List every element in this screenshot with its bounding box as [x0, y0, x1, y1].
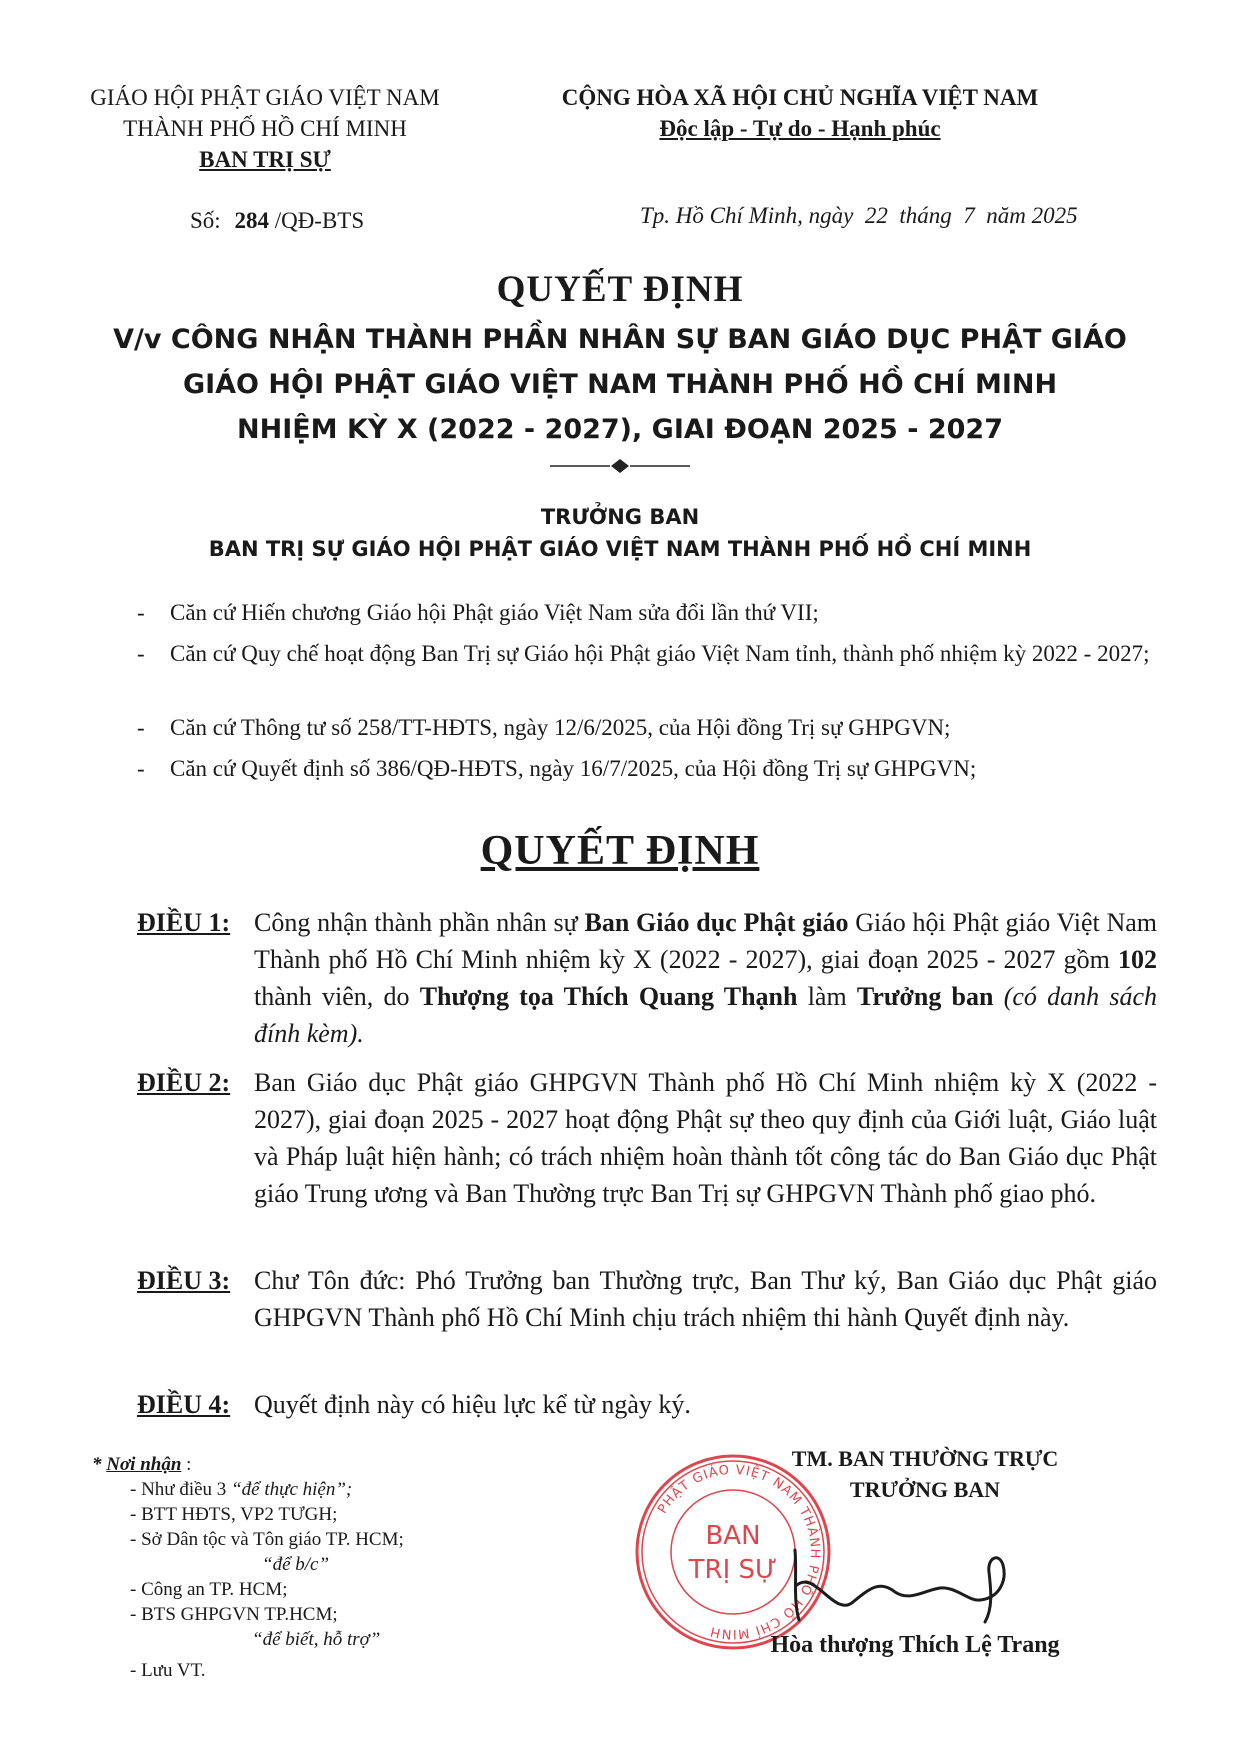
- article-label: ĐIỀU 1:: [137, 908, 231, 937]
- signature-title: TRƯỞNG BAN: [849, 1477, 1001, 1502]
- recipient-item: - Sở Dân tộc và Tôn giáo TP. HCM;: [130, 1529, 404, 1550]
- recipient-item: - Lưu VT.: [130, 1660, 206, 1681]
- handwritten-signature: [775, 1540, 1035, 1630]
- nation-title: CỘNG HÒA XÃ HỘI CHỦ NGHĨA VIỆT NAM: [561, 85, 1039, 110]
- legal-basis-item: - Căn cứ Quyết định số 386/QĐ-HĐTS, ngày 16/7/2025, của Hội đồng Trị sự GHPGVN;: [137, 756, 977, 781]
- number-suffix: /QĐ-BTS: [274, 208, 365, 233]
- issuing-organization: [60, 82, 470, 175]
- subtitle-line2: GIÁO HỘI PHẬT GIÁO VIỆT NAM THÀNH PHỐ HỒ CHÍ MINH: [182, 369, 1058, 400]
- authority-title: TRƯỞNG BAN: [540, 505, 700, 529]
- article-4: [137, 1386, 1157, 1423]
- recipient-item: - BTT HĐTS, VP2 TƯGH;: [130, 1504, 338, 1525]
- recipient-item: - BTS GHPGVN TP.HCM;: [130, 1604, 338, 1625]
- org-name-line1: GIÁO HỘI PHẬT GIÁO VIỆT NAM: [90, 85, 440, 110]
- seal-center-line1: BAN: [705, 1521, 761, 1551]
- document-number: [190, 205, 364, 236]
- authority-organization: BAN TRỊ SỰ GIÁO HỘI PHẬT GIÁO VIỆT NAM THÀNH PHỐ HỒ CHÍ MINH: [208, 537, 1032, 561]
- recipient-item: - Công an TP. HCM;: [130, 1579, 288, 1600]
- number-label: Số:: [190, 208, 221, 233]
- article-text: Quyết định này có hiệu lực kể từ ngày ký.: [254, 1390, 691, 1419]
- signature-capacity: TM. BAN THƯỜNG TRỰC: [791, 1446, 1059, 1471]
- article-text: Ban Giáo dục Phật giáo GHPGVN Thành phố Hồ Chí Minh nhiệm kỳ X (2022 - 2027), giai đoạn 2025 - 2027 hoạt động Phật sự theo quy định của Giới luật, Giáo luật và Pháp luật hiện hành; có trách nhiệm hoàn thành tốt công tác do Ban Giáo dục Phật giáo Trung ương và Ban Thường trực Ban Trị sự GHPGVN Thành phố giao phó.: [254, 1068, 1157, 1208]
- org-name-line2: THÀNH PHỐ HỒ CHÍ MINH: [123, 116, 407, 141]
- national-header: [540, 82, 1060, 144]
- decision-heading: QUYẾT ĐỊNH: [480, 828, 760, 874]
- recipients-heading: Nơi nhận: [106, 1454, 182, 1475]
- recipient-note: “để b/c”: [262, 1554, 330, 1575]
- subtitle-line3: NHIỆM KỲ X (2022 - 2027), GIAI ĐOẠN 2025 - 2027: [237, 414, 1003, 445]
- seal-center-line2: TRỊ SỰ: [688, 1555, 778, 1585]
- article-text: Chư Tôn đức: Phó Trưởng ban Thường trực, Ban Thư ký, Ban Giáo dục Phật giáo GHPGVN Thành phố Hồ Chí Minh chịu trách nhiệm thi hành Quyết định này.: [254, 1266, 1157, 1332]
- article-label: ĐIỀU 3:: [137, 1266, 231, 1295]
- signer-name: Hòa thượng Thích Lệ Trang: [770, 1632, 1060, 1658]
- article-2: [137, 1064, 1157, 1212]
- recipient-item: - Như điều 3 “để thực hiện”;: [130, 1479, 353, 1500]
- recipient-note: “để biết, hỗ trợ”: [252, 1629, 381, 1650]
- article-label: ĐIỀU 4:: [137, 1390, 231, 1419]
- recipients-list: * Nơi nhận : - Như điều 3 “để thực hiện”; - BTT HĐTS, VP2 TƯGH; - Sở Dân tộc và Tôn giáo TP. HCM; “để b/c” - Công an TP. HCM; - BTS GHPGVN TP.HCM; “để biết, hỗ trợ” - Lưu VT.: [92, 1454, 404, 1681]
- diamond-icon: [611, 459, 629, 473]
- legal-basis-item: - Căn cứ Hiến chương Giáo hội Phật giáo Việt Nam sửa đổi lần thứ VII;: [137, 600, 819, 625]
- article-3: [137, 1262, 1157, 1336]
- org-name-line3: BAN TRỊ SỰ: [199, 147, 331, 172]
- decorative-divider: [550, 458, 690, 474]
- legal-basis-item: - Căn cứ Thông tư số 258/TT-HĐTS, ngày 12/6/2025, của Hội đồng Trị sự GHPGVN;: [137, 715, 951, 740]
- subtitle-line1: V/v CÔNG NHẬN THÀNH PHẦN NHÂN SỰ BAN GIÁO DỤC PHẬT GIÁO: [113, 324, 1127, 355]
- document-title: QUYẾT ĐỊNH: [496, 269, 744, 310]
- issue-date: Tp. Hồ Chí Minh, ngày 22 tháng 7 năm 2025: [640, 203, 1078, 228]
- article-label: ĐIỀU 2:: [137, 1068, 231, 1097]
- legal-basis-item: - Căn cứ Quy chế hoạt động Ban Trị sự Giáo hội Phật giáo Việt Nam tỉnh, thành phố nhiệm kỳ 2022 - 2027;: [137, 641, 1150, 666]
- nation-motto: Độc lập - Tự do - Hạnh phúc: [659, 116, 941, 141]
- seal-ring-text: PHẬT GIÁO VIỆT NAM THÀNH PHỐ HỒ CHÍ MINH: [655, 1462, 823, 1642]
- article-1: ĐIỀU 1: Công nhận thành phần nhân sự Ban Giáo dục Phật giáo Giáo hội Phật giáo Việt Nam Thành phố Hồ Chí Minh nhiệm kỳ X (2022 - 2027), giai đoạn 2025 - 2027 gồm 102 thành viên, do Thượng tọa Thích Quang Thạnh làm Trưởng ban (có danh sách đính kèm).: [137, 904, 1157, 1052]
- number-value: 284: [234, 208, 269, 233]
